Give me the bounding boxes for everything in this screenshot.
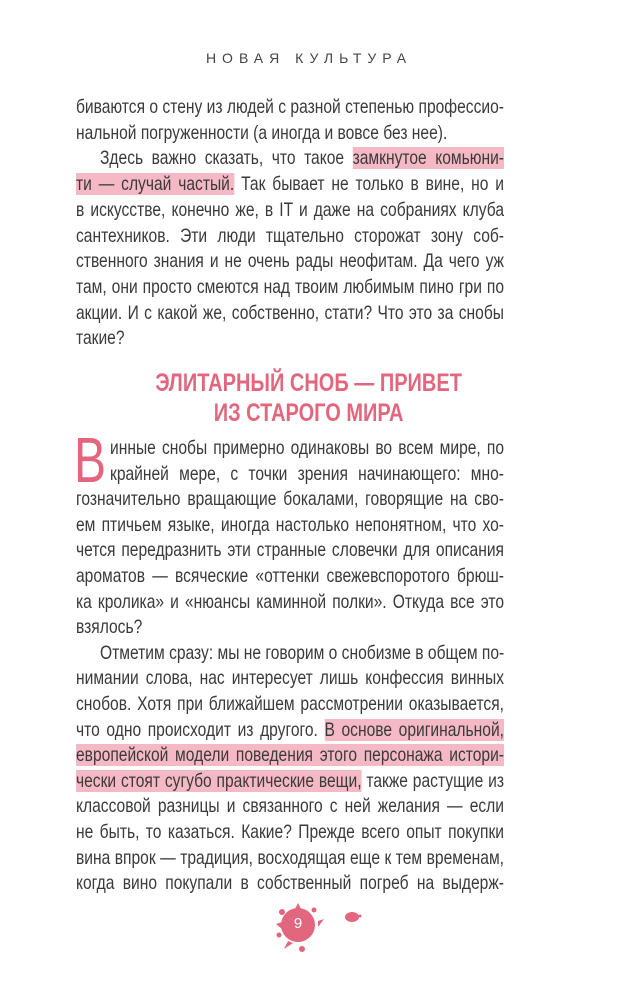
small-ink-blot-icon	[343, 909, 363, 925]
drop-cap: В	[74, 424, 107, 496]
highlighted-text: чески стоят сугубо практические вещи,	[76, 769, 362, 792]
text-line	[110, 436, 504, 460]
text-segment: ственного знания и не очень рады неофитам. Да чего уж	[76, 250, 504, 273]
text-line	[76, 871, 504, 895]
highlighted-text: европейской модели поведения этого персонажа истори-	[76, 744, 504, 767]
text-line	[76, 769, 504, 793]
page-number: 9	[293, 915, 303, 932]
text-line	[76, 590, 504, 614]
text-line	[76, 718, 504, 742]
section-heading-line-1	[0, 368, 618, 398]
text-segment: не быть, то казаться. Какие? Прежде всего опыт покупки	[76, 821, 504, 843]
text-segment: ем птичьем языке, иногда настолько непонятном, что хо-	[76, 513, 504, 536]
text-segment: нальной погруженности (а иногда и вовсе без нее).	[76, 121, 448, 144]
text-segment: инные снобы примерно одинаковы во всем мире, по	[110, 437, 504, 459]
text-segment: там, они просто смеются над твоим любимым пино гри по	[76, 275, 504, 298]
text-line	[76, 666, 504, 690]
text-line	[76, 692, 504, 716]
text-segment: гозначительно вращающие бокалами, говорящие на сво-	[76, 488, 504, 511]
text-segment: взялось?	[76, 616, 143, 639]
page-number-blot	[268, 897, 328, 957]
heading-text: ЭЛИТАРНЫЙ СНОБ — ПРИВЕТ	[155, 369, 463, 397]
text-line	[76, 538, 504, 562]
text-segment: сантехников. Эти люди тщательно сторожат зону соб-	[76, 224, 504, 247]
text-line	[76, 794, 504, 818]
text-line	[76, 743, 504, 767]
text-line	[76, 615, 504, 639]
running-header: НОВАЯ КУЛЬТУРА	[205, 50, 413, 66]
highlighted-text: ти — случай частый.	[76, 173, 235, 196]
highlighted-text: замкнутое комьюни-	[352, 147, 504, 170]
heading-text: ИЗ СТАРОГО МИРА	[214, 399, 404, 427]
highlighted-text: В основе оригинальной,	[324, 718, 504, 741]
text-segment: акции. И с какой же, собственно, стати? Что это за снобы	[76, 301, 504, 324]
text-segment: классовой разницы и связанного с ней желания — если	[76, 795, 504, 818]
text-segment: крайней мере, с точки зрения начинающего: мно-	[110, 462, 504, 485]
text-segment: нимании слова, нас интересует лишь конфессия винных	[76, 667, 504, 690]
text-segment: ароматов — всяческие «оттенки свежевспоротого брюш-	[76, 565, 504, 587]
text-line	[100, 146, 504, 170]
text-segment: биваются о стену из людей с разной степенью профессио-	[76, 96, 504, 118]
text-segment: Отметим сразу: мы не говорим о снобизме в общем по-	[100, 641, 505, 664]
text-segment: такие?	[76, 327, 125, 350]
text-line	[76, 121, 504, 145]
text-segment: чется передразнить эти странные словечки для описания	[76, 539, 504, 562]
text-segment: вина впрок — традиция, восходящая еще к тем временам,	[76, 846, 504, 869]
text-segment: Здесь важно сказать, что такое	[100, 147, 353, 170]
text-line	[76, 224, 504, 248]
text-line	[76, 487, 504, 511]
text-segment: также растущие из	[361, 769, 504, 792]
text-segment: Так бывает не только в вине, но и	[234, 173, 505, 196]
text-line	[76, 513, 504, 537]
text-segment: в искусстве, конечно же, в IT и даже на собраниях клуба	[76, 198, 504, 221]
text-line	[76, 249, 504, 273]
text-segment: когда вино покупали в собственный погреб на выдерж-	[76, 872, 504, 895]
text-line	[76, 564, 504, 588]
text-line	[110, 462, 504, 486]
text-line	[76, 326, 504, 350]
text-line	[76, 846, 504, 870]
text-line	[76, 172, 504, 196]
text-line	[100, 641, 504, 665]
text-segment: ка кролика» и «нюансы каминной полки». Откуда все это	[76, 590, 504, 613]
text-line	[76, 275, 504, 299]
text-segment: что одно происходит из другого.	[76, 718, 325, 741]
text-line	[76, 95, 504, 119]
text-line	[76, 301, 504, 325]
text-segment: снобов. Хотя при ближайшем рассмотрении оказывается,	[76, 693, 504, 715]
text-line	[76, 820, 504, 844]
text-line	[76, 198, 504, 222]
